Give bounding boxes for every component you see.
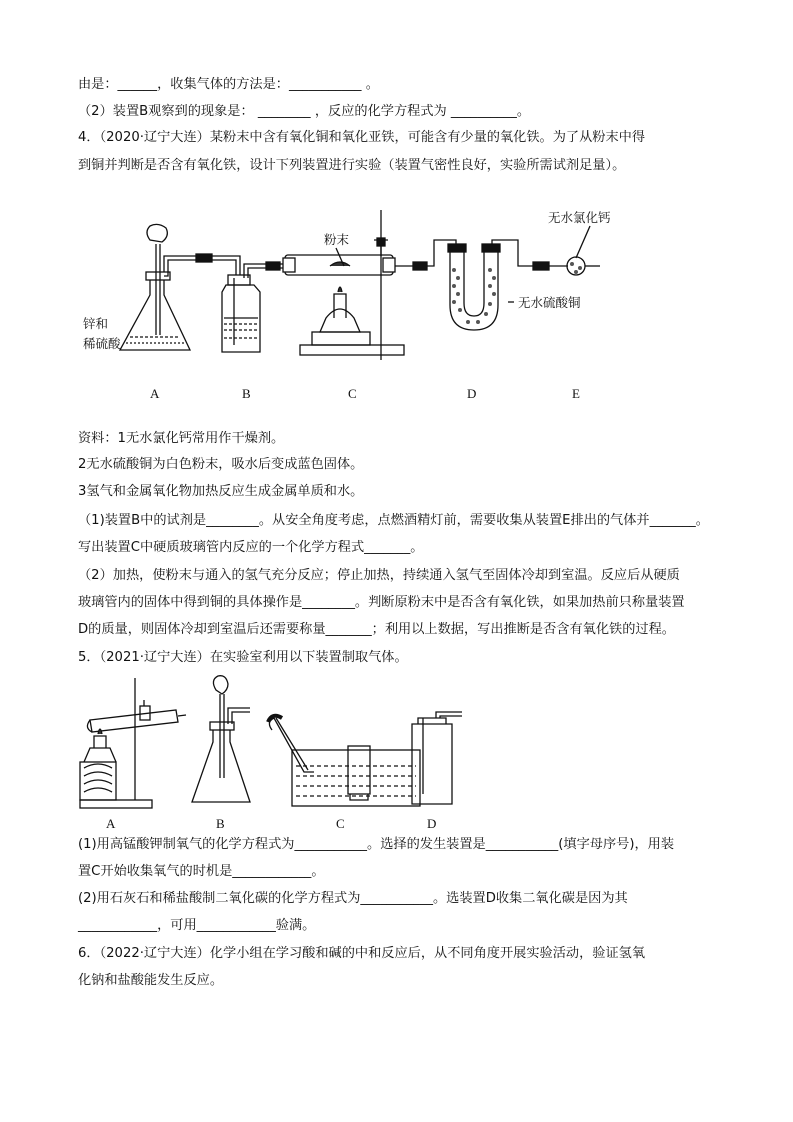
figure1-label-d: D	[467, 386, 477, 401]
text-line-2: （2）装置B观察到的现象是： ________ ，反应的化学方程式为 __________。	[78, 104, 531, 119]
figure1-label-c: C	[348, 386, 357, 401]
cuso4-label: 无水硫酸铜	[518, 295, 581, 310]
figure2-label-a: A	[106, 816, 116, 831]
reagent-label-a2: 稀硫酸	[83, 336, 121, 351]
question-4-part-2-cont: 玻璃管内的固体中得到铜的具体操作是________。判断原粉末中是否含有氧化铁，如果加热前只称量装置	[78, 595, 685, 610]
data-note-3: 3氢气和金属氧化物加热反应生成金属单质和水。	[78, 484, 364, 499]
question-5-part-2: (2)用石灰石和稀盐酸制二氧化碳的化学方程式为___________。选装置D收集二氧化碳是因为其	[78, 891, 628, 906]
text-line-1: 由是：______，收集气体的方法是：___________ 。	[78, 77, 379, 92]
question-4-part-1-cont: 写出装置C中硬质玻璃管内反应的一个化学方程式_______。	[78, 540, 424, 555]
question-5-part-1: (1)用高锰酸钾制氧气的化学方程式为___________。选择的发生装置是___________(填字母序号)，用装	[78, 837, 675, 852]
data-note-2: 2无水硫酸铜为白色粉末，吸水后变成蓝色固体。	[78, 457, 364, 472]
question-4-part-2: （2）加热，使粉末与通入的氢气充分反应；停止加热，持续通入氢气至固体冷却到室温。反应后从硬质	[78, 568, 680, 583]
question-6-intro: 6．（2022·辽宁大连）化学小组在学习酸和碱的中和反应后，从不同角度开展实验活动，验证氢氧	[78, 946, 646, 961]
question-5-intro: 5．（2021·辽宁大连）在实验室利用以下装置制取气体。	[78, 650, 408, 665]
apparatus-figure-2	[78, 672, 478, 834]
question-5-part-2-cont: ____________，可用____________验满。	[78, 918, 316, 933]
figure2-label-c: C	[336, 816, 345, 831]
figure1-label-b: B	[242, 386, 251, 401]
reagent-label-a1: 锌和	[83, 316, 109, 331]
figure1-label-a: A	[150, 386, 160, 401]
figure2-label-d: D	[427, 816, 437, 831]
apparatus-figure-1	[78, 200, 698, 415]
powder-label: 粉末	[324, 232, 350, 247]
question-4-part-2-cont2: D的质量，则固体冷却到室温后还需要称量_______；利用以上数据，写出推断是否含有氧化铁的过程。	[78, 622, 675, 637]
question-6-intro-cont: 化钠和盐酸能发生反应。	[78, 973, 224, 988]
question-4-intro-cont: 到铜并判断是否含有氧化铁，设计下列装置进行实验（装置气密性良好，实验所需试剂足量）。	[78, 158, 626, 173]
question-4-part-1: （1)装置B中的试剂是________。从安全角度考虑，点燃酒精灯前，需要收集从装置E排出的气体并_______。	[78, 513, 709, 528]
figure1-label-e: E	[572, 386, 580, 401]
data-note-title: 资料：1无水氯化钙常用作干燥剂。	[78, 431, 285, 446]
question-5-part-1-cont: 置C开始收集氧气的时机是____________。	[78, 864, 325, 879]
question-4-intro: 4．（2020·辽宁大连）某粉末中含有氧化铜和氧化亚铁，可能含有少量的氧化铁。为了从粉末中得	[78, 130, 646, 145]
figure2-label-b: B	[216, 816, 225, 831]
cacl2-label: 无水氯化钙	[548, 210, 611, 225]
